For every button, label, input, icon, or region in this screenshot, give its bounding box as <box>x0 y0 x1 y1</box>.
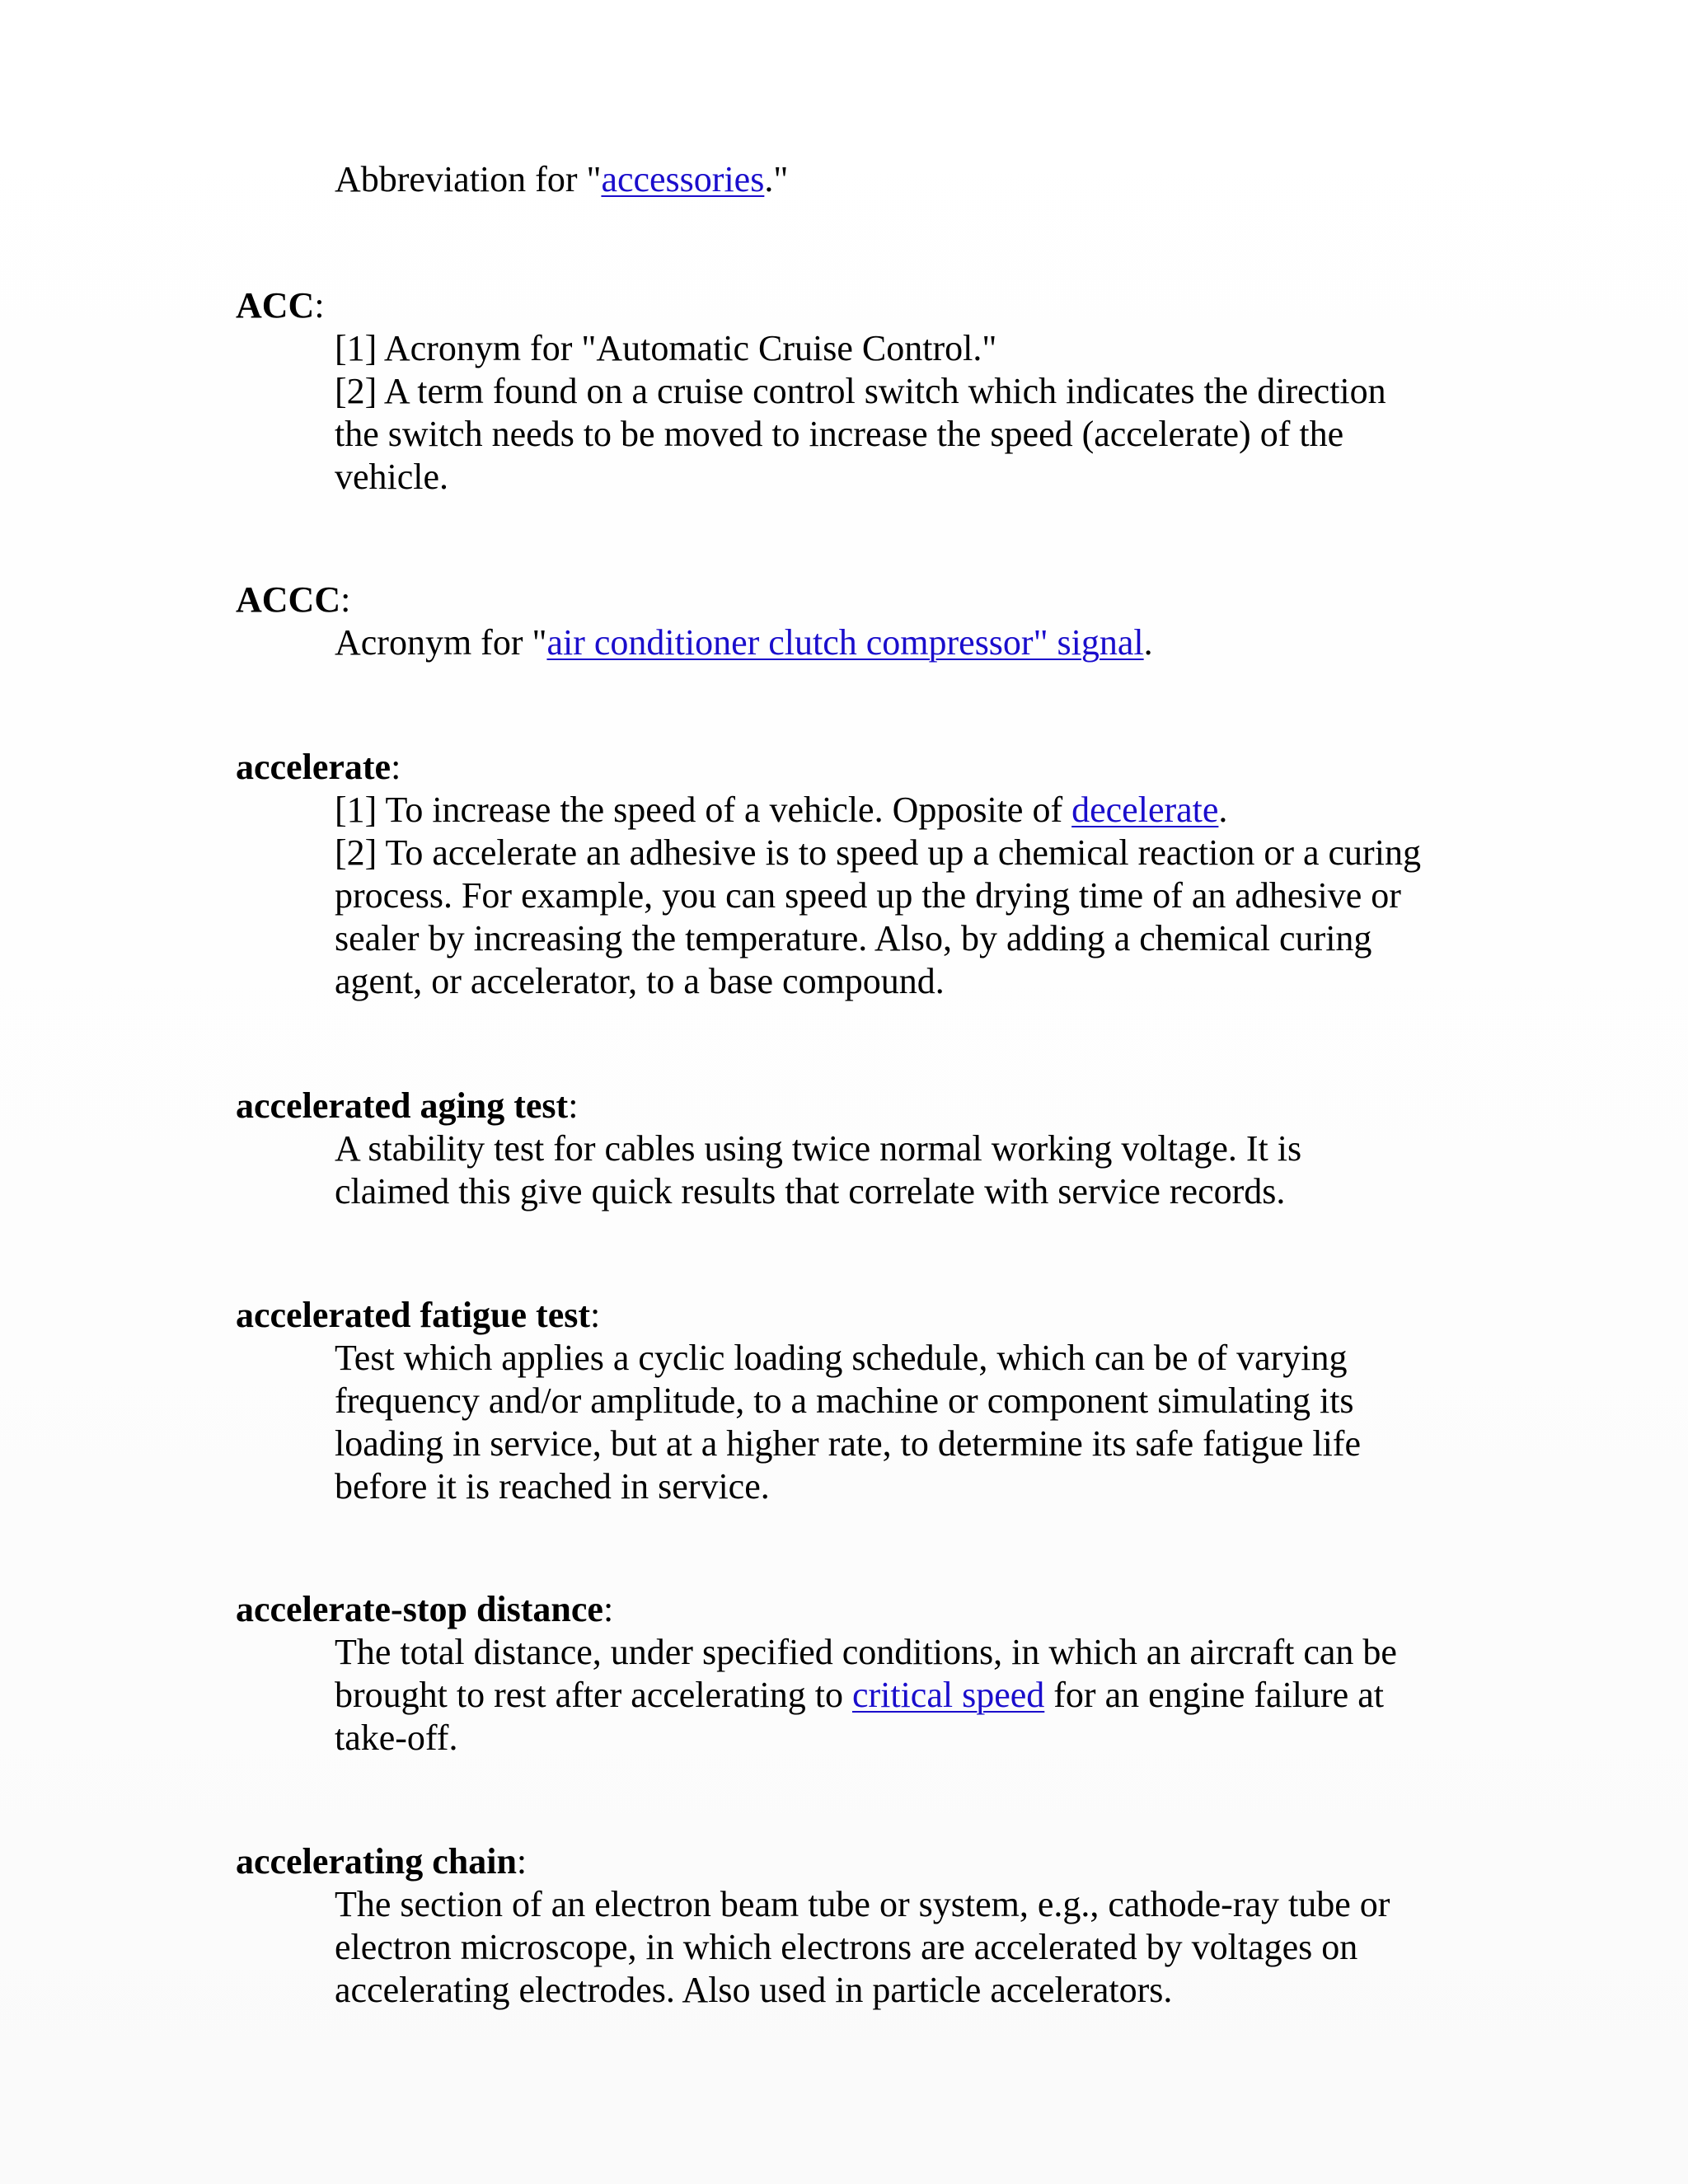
definition-line <box>335 917 1372 960</box>
cross-reference-link[interactable]: air conditioner clutch compressor" signal <box>546 622 1144 663</box>
definition-text: take-off. <box>335 1718 458 1758</box>
term-colon: : <box>603 1589 614 1629</box>
definition-line <box>335 413 1343 456</box>
term-colon: : <box>391 747 401 787</box>
term-label: accelerate <box>236 747 392 787</box>
definition-line <box>335 621 1153 664</box>
cross-reference-link[interactable]: accessories <box>601 159 765 199</box>
definition-text: The section of an electron beam tube or system, e.g., cathode-ray tube or <box>335 1884 1390 1924</box>
definition-text: The total distance, under specified conditions, in which an aircraft can be <box>335 1632 1397 1672</box>
definition-text: Test which applies a cyclic loading schedule, which can be of varying <box>335 1338 1348 1378</box>
term-colon: : <box>340 579 351 620</box>
definition-text: for an engine failure at <box>1044 1675 1384 1715</box>
definition-text: loading in service, but at a higher rate, to determine its safe fatigue life <box>335 1423 1361 1464</box>
definition-line <box>335 1380 1354 1422</box>
glossary-term <box>236 579 350 621</box>
definition-text: claimed this give quick results that correlate with service records. <box>335 1171 1286 1212</box>
definition-text: [1] Acronym for "Automatic Cruise Control." <box>335 328 997 368</box>
definition-line <box>335 1170 1285 1213</box>
definition-text: electron microscope, in which electrons are accelerated by voltages on <box>335 1927 1358 1967</box>
definition-line <box>335 1422 1361 1465</box>
definition-line <box>335 1717 457 1760</box>
term-label: accelerated fatigue test <box>236 1295 591 1335</box>
definition-text: . <box>1218 790 1228 830</box>
definition-line <box>335 1337 1348 1380</box>
definition-text: the switch needs to be moved to increase the speed (accelerate) of the <box>335 414 1344 454</box>
definition-text: accelerating electrodes. Also used in particle accelerators. <box>335 1970 1173 2010</box>
definition-line <box>335 158 788 201</box>
term-label: accelerating chain <box>236 1841 517 1882</box>
definition-line <box>335 1883 1390 1926</box>
term-label: ACC <box>236 285 315 326</box>
definition-text: vehicle. <box>335 457 449 497</box>
definition-text: Abbreviation for " <box>335 159 602 199</box>
cross-reference-link[interactable]: decelerate <box>1071 790 1219 830</box>
glossary-term <box>236 1294 600 1337</box>
definition-text: ." <box>764 159 789 199</box>
term-label: ACCC <box>236 579 341 620</box>
definition-line <box>335 1674 1384 1717</box>
definition-line <box>335 1631 1397 1674</box>
term-colon: : <box>314 285 325 326</box>
definition-line <box>335 456 448 499</box>
term-label: accelerate-stop distance <box>236 1589 603 1629</box>
definition-line <box>335 789 1227 832</box>
definition-line <box>335 327 996 370</box>
definition-line <box>335 1969 1172 2012</box>
definition-text: [1] To increase the speed of a vehicle. Opposite of <box>335 790 1072 830</box>
definition-line <box>335 874 1401 917</box>
cross-reference-link[interactable]: critical speed <box>851 1675 1045 1715</box>
definition-text: agent, or accelerator, to a base compound. <box>335 961 945 1001</box>
term-colon: : <box>590 1295 601 1335</box>
definition-text: brought to rest after accelerating to <box>335 1675 852 1715</box>
definition-text: sealer by increasing the temperature. Also, by adding a chemical curing <box>335 918 1372 958</box>
glossary-term <box>236 746 401 789</box>
definition-text: frequency and/or amplitude, to a machine or component simulating its <box>335 1380 1354 1421</box>
definition-line <box>335 1926 1357 1969</box>
definition-text: Acronym for " <box>335 622 547 663</box>
definition-line <box>335 960 945 1003</box>
definition-text: [2] A term found on a cruise control switch which indicates the direction <box>335 371 1386 411</box>
glossary-term <box>236 1840 527 1883</box>
term-colon: : <box>516 1841 528 1882</box>
definition-line <box>335 1127 1301 1170</box>
glossary-term <box>236 284 325 327</box>
glossary-term <box>236 1085 578 1127</box>
term-label: accelerated aging test <box>236 1085 569 1126</box>
definition-line <box>335 1465 770 1508</box>
definition-text: process. For example, you can speed up the drying time of an adhesive or <box>335 875 1401 916</box>
definition-text: A stability test for cables using twice normal working voltage. It is <box>335 1128 1302 1169</box>
glossary-term <box>236 1588 613 1631</box>
definition-line <box>335 370 1386 413</box>
definition-text: [2] To accelerate an adhesive is to speed up a chemical reaction or a curing <box>335 832 1421 873</box>
definition-line <box>335 832 1421 874</box>
term-colon: : <box>568 1085 579 1126</box>
definition-text: . <box>1143 622 1153 663</box>
definition-text: before it is reached in service. <box>335 1466 770 1507</box>
